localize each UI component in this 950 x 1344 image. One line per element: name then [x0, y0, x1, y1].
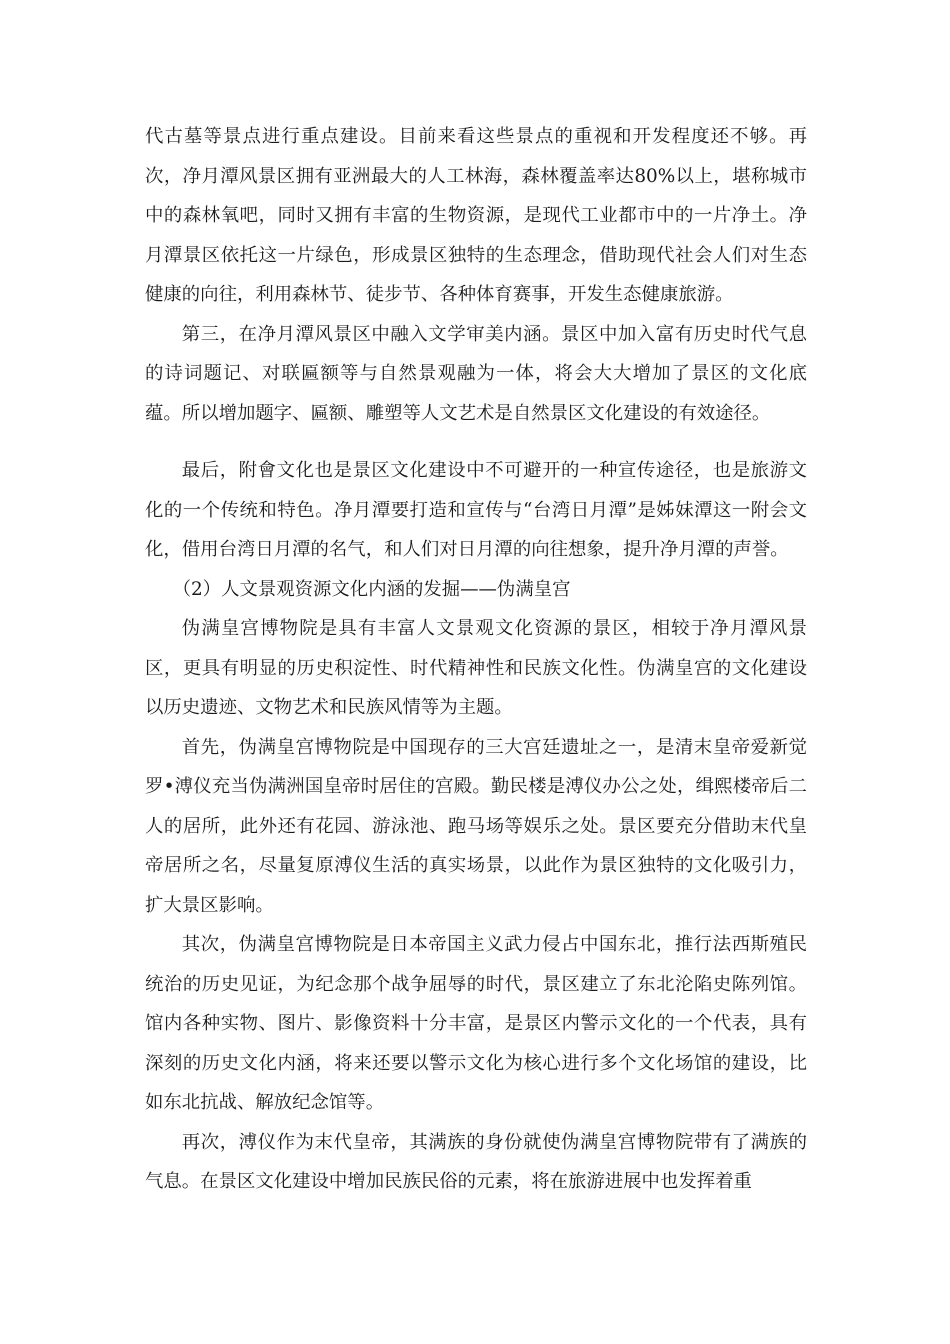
paragraph-5: 伪满皇宫博物院是具有丰富人文景观文化资源的景区，相较于净月潭风景区，更具有明显的历史积淀性、时代精神性和民族文化性。伪满皇宫的文化建设以历史遗迹、文物艺术和民族风情等为主题。 — [145, 618, 807, 718]
section-heading: （2）人文景观资源文化内涵的发掘——伪满皇宫 — [172, 578, 571, 600]
paragraph-6: 首先，伪满皇宫博物院是中国现存的三大宫廷遗址之一，是清末皇帝爱新觉罗•溥仪充当伪满洲国皇帝时居住的宫殿。勤民楼是溥仪办公之处，缉熙楼帝后二人的居所，此外还有花园、游泳池、跑马场等娱乐之处。景区要充分借助末代皇帝居所之名，尽量复原溥仪生活的真实场景，以此作为景区独特的文化吸引力，扩大景区影响。 — [145, 736, 807, 916]
text-block-bottom — [145, 451, 807, 1202]
paragraph-1: 代古墓等景点进行重点建设。目前来看这些景点的重视和开发程度还不够。再次，净月潭风景区拥有亚洲最大的人工林海，森林覆盖率达80%以上，堪称城市中的森林氧吧，同时又拥有丰富的生物资源，是现代工业都市中的一片净土。净月潭景区依托这一片绿色，形成景区独特的生态理念，借助现代社会人们对生态健康的向往，利用森林节、徒步节、各种体育赛事，开发生态健康旅游。 — [145, 126, 807, 305]
text-block-top — [145, 117, 807, 433]
paragraph-2: 第三，在净月潭风景区中融入文学审美内涵。景区中加入富有历史时代气息的诗词题记、对联匾额等与自然景观融为一体，将会大大增加了景区的文化底蕴。所以增加题字、匾额、雕塑等人文艺术是自然景区文化建设的有效途径。 — [145, 323, 807, 424]
paragraph-7: 其次，伪满皇宫博物院是日本帝国主义武力侵占中国东北，推行法西斯殖民统治的历史见证，为纪念那个战争屈辱的时代，景区建立了东北沦陷史陈列馆。馆内各种实物、图片、影像资料十分丰富，是景区内警示文化的一个代表，具有深刻的历史文化内涵，将来还要以警示文化为核心进行多个文化场馆的建设，比如东北抗战、解放纪念馆等。 — [145, 934, 807, 1113]
paragraph-8: 再次，溥仪作为末代皇帝，其满族的身份就使伪满皇宫博物院带有了满族的气息。在景区文化建设中增加民族民俗的元素，将在旅游进展中也发挥着重 — [145, 1131, 807, 1192]
paragraph-3: 最后，附會文化也是景区文化建设中不可避开的一种宣传途径，也是旅游文化的一个传统和特色。净月潭要打造和宣传与“台湾日月潭”是姊妹潭这一附会文化，借用台湾日月潭的名气，和人们对日月潭的向往想象，提升净月潭的声誉。 — [145, 460, 807, 560]
